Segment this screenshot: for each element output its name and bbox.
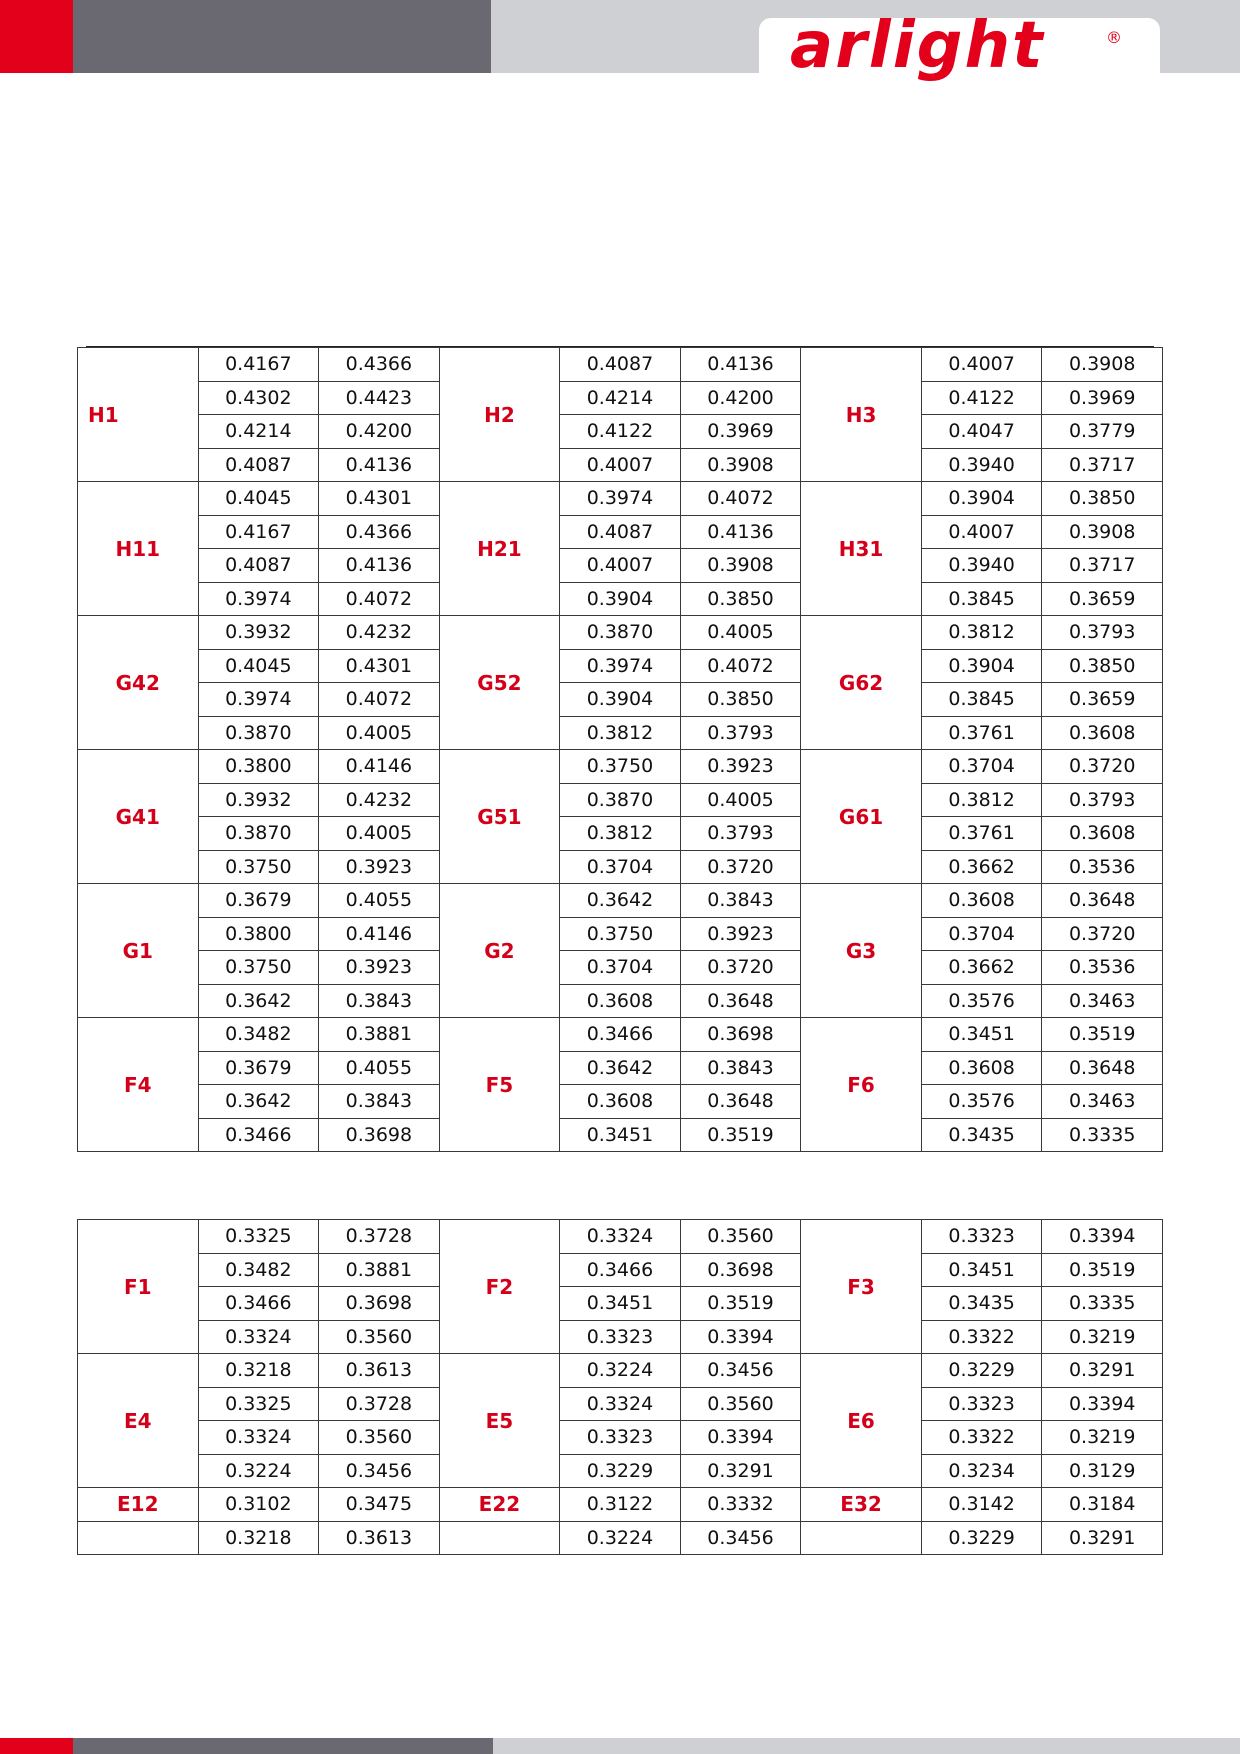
bin-label: G42 <box>78 616 199 750</box>
y-coordinate-cell: 0.3923 <box>680 750 801 784</box>
x-coordinate-cell: 0.4087 <box>198 448 319 482</box>
x-coordinate-cell: 0.3325 <box>198 1220 319 1254</box>
y-coordinate-cell: 0.3456 <box>680 1354 801 1388</box>
y-coordinate-cell: 0.3519 <box>680 1287 801 1321</box>
x-coordinate-cell: 0.3229 <box>921 1521 1042 1555</box>
y-coordinate-cell: 0.4146 <box>319 750 440 784</box>
y-coordinate-cell: 0.3219 <box>1042 1320 1163 1354</box>
x-coordinate-cell: 0.4167 <box>198 348 319 382</box>
x-coordinate-cell: 0.4007 <box>560 549 681 583</box>
bin-label: G62 <box>801 616 922 750</box>
y-coordinate-cell: 0.3219 <box>1042 1421 1163 1455</box>
x-coordinate-cell: 0.3932 <box>198 616 319 650</box>
x-coordinate-cell: 0.3642 <box>560 884 681 918</box>
y-coordinate-cell: 0.4055 <box>319 884 440 918</box>
y-coordinate-cell: 0.4301 <box>319 649 440 683</box>
y-coordinate-cell: 0.3519 <box>1042 1253 1163 1287</box>
x-coordinate-cell: 0.4214 <box>198 415 319 449</box>
x-coordinate-cell: 0.4087 <box>560 515 681 549</box>
x-coordinate-cell: 0.3224 <box>560 1521 681 1555</box>
y-coordinate-cell: 0.3720 <box>1042 750 1163 784</box>
bin-label: E32 <box>801 1488 922 1522</box>
y-coordinate-cell: 0.3843 <box>319 984 440 1018</box>
x-coordinate-cell: 0.3451 <box>921 1253 1042 1287</box>
table-row <box>78 1454 1163 1488</box>
y-coordinate-cell: 0.4136 <box>680 348 801 382</box>
y-coordinate-cell: 0.4005 <box>319 817 440 851</box>
x-coordinate-cell: 0.4007 <box>921 348 1042 382</box>
x-coordinate-cell: 0.3234 <box>921 1454 1042 1488</box>
x-coordinate-cell: 0.3870 <box>198 716 319 750</box>
bin-label: E4 <box>78 1354 199 1488</box>
x-coordinate-cell: 0.3218 <box>198 1521 319 1555</box>
x-coordinate-cell: 0.3642 <box>198 984 319 1018</box>
y-coordinate-cell: 0.3728 <box>319 1387 440 1421</box>
x-coordinate-cell: 0.3608 <box>921 1051 1042 1085</box>
x-coordinate-cell: 0.3974 <box>198 582 319 616</box>
y-coordinate-cell: 0.3608 <box>1042 817 1163 851</box>
y-coordinate-cell: 0.3184 <box>1042 1488 1163 1522</box>
y-coordinate-cell: 0.3475 <box>319 1488 440 1522</box>
bin-label: G3 <box>801 884 922 1018</box>
x-coordinate-cell: 0.3323 <box>921 1387 1042 1421</box>
bin-label <box>78 1521 199 1555</box>
x-coordinate-cell: 0.3324 <box>560 1387 681 1421</box>
x-coordinate-cell: 0.3323 <box>560 1421 681 1455</box>
table-row <box>78 1085 1163 1119</box>
bin-label: G61 <box>801 750 922 884</box>
y-coordinate-cell: 0.3843 <box>319 1085 440 1119</box>
x-coordinate-cell: 0.3608 <box>560 1085 681 1119</box>
bin-table-1 <box>77 347 1163 1152</box>
footer-red-bar <box>0 1738 73 1754</box>
y-coordinate-cell: 0.4301 <box>319 482 440 516</box>
x-coordinate-cell: 0.3482 <box>198 1018 319 1052</box>
x-coordinate-cell: 0.4007 <box>560 448 681 482</box>
y-coordinate-cell: 0.3850 <box>1042 482 1163 516</box>
y-coordinate-cell: 0.3648 <box>1042 1051 1163 1085</box>
y-coordinate-cell: 0.3291 <box>680 1454 801 1488</box>
x-coordinate-cell: 0.3704 <box>560 951 681 985</box>
table-row <box>78 415 1163 449</box>
x-coordinate-cell: 0.3812 <box>560 716 681 750</box>
x-coordinate-cell: 0.4045 <box>198 482 319 516</box>
x-coordinate-cell: 0.3323 <box>560 1320 681 1354</box>
header-red-bar <box>0 0 73 73</box>
bin-label: F5 <box>439 1018 560 1152</box>
x-coordinate-cell: 0.3325 <box>198 1387 319 1421</box>
bin-label: F1 <box>78 1220 199 1354</box>
x-coordinate-cell: 0.3870 <box>198 817 319 851</box>
y-coordinate-cell: 0.4136 <box>319 448 440 482</box>
bin-label: H3 <box>801 348 922 482</box>
y-coordinate-cell: 0.4055 <box>319 1051 440 1085</box>
y-coordinate-cell: 0.3560 <box>680 1220 801 1254</box>
bin-label: F4 <box>78 1018 199 1152</box>
x-coordinate-cell: 0.3324 <box>198 1421 319 1455</box>
table-row <box>78 850 1163 884</box>
x-coordinate-cell: 0.4302 <box>198 381 319 415</box>
bin-label: E12 <box>78 1488 199 1522</box>
x-coordinate-cell: 0.4045 <box>198 649 319 683</box>
bin-label: H21 <box>439 482 560 616</box>
y-coordinate-cell: 0.3608 <box>1042 716 1163 750</box>
x-coordinate-cell: 0.3704 <box>921 750 1042 784</box>
y-coordinate-cell: 0.3850 <box>680 683 801 717</box>
y-coordinate-cell: 0.3463 <box>1042 1085 1163 1119</box>
table-row <box>78 884 1163 918</box>
table-row <box>78 716 1163 750</box>
y-coordinate-cell: 0.3613 <box>319 1354 440 1388</box>
y-coordinate-cell: 0.4200 <box>680 381 801 415</box>
table-row <box>78 750 1163 784</box>
x-coordinate-cell: 0.4047 <box>921 415 1042 449</box>
y-coordinate-cell: 0.3779 <box>1042 415 1163 449</box>
x-coordinate-cell: 0.3466 <box>198 1118 319 1152</box>
y-coordinate-cell: 0.3881 <box>319 1253 440 1287</box>
x-coordinate-cell: 0.4122 <box>921 381 1042 415</box>
y-coordinate-cell: 0.3560 <box>680 1387 801 1421</box>
x-coordinate-cell: 0.4122 <box>560 415 681 449</box>
x-coordinate-cell: 0.3974 <box>560 649 681 683</box>
x-coordinate-cell: 0.3679 <box>198 884 319 918</box>
table-row <box>78 917 1163 951</box>
bin-label: E6 <box>801 1354 922 1488</box>
y-coordinate-cell: 0.3698 <box>680 1018 801 1052</box>
table-row <box>78 381 1163 415</box>
x-coordinate-cell: 0.3974 <box>198 683 319 717</box>
table-row <box>78 1387 1163 1421</box>
x-coordinate-cell: 0.3750 <box>560 917 681 951</box>
y-coordinate-cell: 0.3793 <box>680 817 801 851</box>
table-row <box>78 582 1163 616</box>
x-coordinate-cell: 0.3904 <box>921 649 1042 683</box>
y-coordinate-cell: 0.4136 <box>319 549 440 583</box>
bin-label: H11 <box>78 482 199 616</box>
x-coordinate-cell: 0.3812 <box>921 783 1042 817</box>
x-coordinate-cell: 0.3435 <box>921 1287 1042 1321</box>
y-coordinate-cell: 0.3923 <box>319 850 440 884</box>
bin-label: G1 <box>78 884 199 1018</box>
x-coordinate-cell: 0.3904 <box>921 482 1042 516</box>
bin-label: H1 <box>78 348 199 482</box>
y-coordinate-cell: 0.3843 <box>680 884 801 918</box>
x-coordinate-cell: 0.3904 <box>560 683 681 717</box>
y-coordinate-cell: 0.3394 <box>1042 1220 1163 1254</box>
table-row <box>78 817 1163 851</box>
x-coordinate-cell: 0.4007 <box>921 515 1042 549</box>
y-coordinate-cell: 0.3908 <box>680 549 801 583</box>
y-coordinate-cell: 0.3908 <box>680 448 801 482</box>
y-coordinate-cell: 0.3659 <box>1042 582 1163 616</box>
y-coordinate-cell: 0.4423 <box>319 381 440 415</box>
x-coordinate-cell: 0.3704 <box>921 917 1042 951</box>
y-coordinate-cell: 0.3923 <box>319 951 440 985</box>
bin-label: G2 <box>439 884 560 1018</box>
y-coordinate-cell: 0.4136 <box>680 515 801 549</box>
bin-label: F2 <box>439 1220 560 1354</box>
x-coordinate-cell: 0.3608 <box>560 984 681 1018</box>
y-coordinate-cell: 0.3659 <box>1042 683 1163 717</box>
table-row <box>78 482 1163 516</box>
x-coordinate-cell: 0.3466 <box>198 1287 319 1321</box>
y-coordinate-cell: 0.3613 <box>319 1521 440 1555</box>
y-coordinate-cell: 0.3923 <box>680 917 801 951</box>
y-coordinate-cell: 0.3717 <box>1042 448 1163 482</box>
table-row <box>78 1354 1163 1388</box>
y-coordinate-cell: 0.4232 <box>319 783 440 817</box>
x-coordinate-cell: 0.3229 <box>921 1354 1042 1388</box>
table-row <box>78 1253 1163 1287</box>
bin-label: F6 <box>801 1018 922 1152</box>
y-coordinate-cell: 0.3908 <box>1042 515 1163 549</box>
x-coordinate-cell: 0.3750 <box>198 850 319 884</box>
y-coordinate-cell: 0.3850 <box>1042 649 1163 683</box>
footer-dark-bar <box>73 1738 493 1754</box>
bin-label: E5 <box>439 1354 560 1488</box>
y-coordinate-cell: 0.3881 <box>319 1018 440 1052</box>
x-coordinate-cell: 0.3451 <box>921 1018 1042 1052</box>
table-row <box>78 348 1163 382</box>
y-coordinate-cell: 0.3335 <box>1042 1287 1163 1321</box>
x-coordinate-cell: 0.3761 <box>921 817 1042 851</box>
table-row <box>78 1320 1163 1354</box>
table-row <box>78 951 1163 985</box>
table-row <box>78 1421 1163 1455</box>
x-coordinate-cell: 0.3122 <box>560 1488 681 1522</box>
bin-table-2 <box>77 1219 1163 1555</box>
x-coordinate-cell: 0.3608 <box>921 884 1042 918</box>
bin-label: H31 <box>801 482 922 616</box>
y-coordinate-cell: 0.3560 <box>319 1320 440 1354</box>
x-coordinate-cell: 0.3642 <box>198 1085 319 1119</box>
x-coordinate-cell: 0.4167 <box>198 515 319 549</box>
x-coordinate-cell: 0.3218 <box>198 1354 319 1388</box>
table-row <box>78 683 1163 717</box>
x-coordinate-cell: 0.3576 <box>921 1085 1042 1119</box>
y-coordinate-cell: 0.3335 <box>1042 1118 1163 1152</box>
y-coordinate-cell: 0.3456 <box>319 1454 440 1488</box>
y-coordinate-cell: 0.3463 <box>1042 984 1163 1018</box>
x-coordinate-cell: 0.3904 <box>560 582 681 616</box>
x-coordinate-cell: 0.4214 <box>560 381 681 415</box>
header-dark-bar <box>73 0 491 73</box>
x-coordinate-cell: 0.3932 <box>198 783 319 817</box>
bin-label: F3 <box>801 1220 922 1354</box>
x-coordinate-cell: 0.4087 <box>198 549 319 583</box>
x-coordinate-cell: 0.3451 <box>560 1118 681 1152</box>
x-coordinate-cell: 0.3324 <box>560 1220 681 1254</box>
x-coordinate-cell: 0.3229 <box>560 1454 681 1488</box>
y-coordinate-cell: 0.4366 <box>319 515 440 549</box>
y-coordinate-cell: 0.3648 <box>1042 884 1163 918</box>
y-coordinate-cell: 0.3717 <box>1042 549 1163 583</box>
x-coordinate-cell: 0.3482 <box>198 1253 319 1287</box>
x-coordinate-cell: 0.3322 <box>921 1421 1042 1455</box>
bin-label: H2 <box>439 348 560 482</box>
x-coordinate-cell: 0.3142 <box>921 1488 1042 1522</box>
x-coordinate-cell: 0.3466 <box>560 1018 681 1052</box>
x-coordinate-cell: 0.3812 <box>921 616 1042 650</box>
y-coordinate-cell: 0.3394 <box>1042 1387 1163 1421</box>
x-coordinate-cell: 0.3750 <box>198 951 319 985</box>
y-coordinate-cell: 0.4072 <box>680 482 801 516</box>
y-coordinate-cell: 0.3332 <box>680 1488 801 1522</box>
y-coordinate-cell: 0.3519 <box>680 1118 801 1152</box>
table-row <box>78 783 1163 817</box>
y-coordinate-cell: 0.4072 <box>319 683 440 717</box>
y-coordinate-cell: 0.3793 <box>680 716 801 750</box>
y-coordinate-cell: 0.3908 <box>1042 348 1163 382</box>
x-coordinate-cell: 0.3761 <box>921 716 1042 750</box>
y-coordinate-cell: 0.3519 <box>1042 1018 1163 1052</box>
x-coordinate-cell: 0.3750 <box>560 750 681 784</box>
table-row <box>78 448 1163 482</box>
x-coordinate-cell: 0.3870 <box>560 616 681 650</box>
y-coordinate-cell: 0.4200 <box>319 415 440 449</box>
y-coordinate-cell: 0.3291 <box>1042 1521 1163 1555</box>
y-coordinate-cell: 0.3456 <box>680 1521 801 1555</box>
y-coordinate-cell: 0.4072 <box>319 582 440 616</box>
x-coordinate-cell: 0.3322 <box>921 1320 1042 1354</box>
x-coordinate-cell: 0.3800 <box>198 917 319 951</box>
x-coordinate-cell: 0.3800 <box>198 750 319 784</box>
y-coordinate-cell: 0.3698 <box>319 1287 440 1321</box>
x-coordinate-cell: 0.3224 <box>560 1354 681 1388</box>
y-coordinate-cell: 0.4366 <box>319 348 440 382</box>
y-coordinate-cell: 0.3720 <box>1042 917 1163 951</box>
table-row <box>78 1118 1163 1152</box>
y-coordinate-cell: 0.4146 <box>319 917 440 951</box>
table-row <box>78 1521 1163 1555</box>
x-coordinate-cell: 0.3704 <box>560 850 681 884</box>
y-coordinate-cell: 0.3720 <box>680 850 801 884</box>
y-coordinate-cell: 0.3648 <box>680 984 801 1018</box>
y-coordinate-cell: 0.3536 <box>1042 951 1163 985</box>
x-coordinate-cell: 0.3324 <box>198 1320 319 1354</box>
bin-label <box>801 1521 922 1555</box>
x-coordinate-cell: 0.3642 <box>560 1051 681 1085</box>
bin-label <box>439 1521 560 1555</box>
y-coordinate-cell: 0.3394 <box>680 1320 801 1354</box>
y-coordinate-cell: 0.3969 <box>680 415 801 449</box>
x-coordinate-cell: 0.3451 <box>560 1287 681 1321</box>
x-coordinate-cell: 0.3940 <box>921 448 1042 482</box>
table-row <box>78 649 1163 683</box>
y-coordinate-cell: 0.3793 <box>1042 783 1163 817</box>
y-coordinate-cell: 0.3560 <box>319 1421 440 1455</box>
x-coordinate-cell: 0.3435 <box>921 1118 1042 1152</box>
x-coordinate-cell: 0.3662 <box>921 951 1042 985</box>
y-coordinate-cell: 0.4232 <box>319 616 440 650</box>
bin-label: E22 <box>439 1488 560 1522</box>
y-coordinate-cell: 0.4005 <box>680 616 801 650</box>
x-coordinate-cell: 0.3940 <box>921 549 1042 583</box>
y-coordinate-cell: 0.3728 <box>319 1220 440 1254</box>
x-coordinate-cell: 0.3845 <box>921 683 1042 717</box>
y-coordinate-cell: 0.3793 <box>1042 616 1163 650</box>
x-coordinate-cell: 0.3974 <box>560 482 681 516</box>
y-coordinate-cell: 0.3850 <box>680 582 801 616</box>
table-row <box>78 616 1163 650</box>
y-coordinate-cell: 0.3843 <box>680 1051 801 1085</box>
y-coordinate-cell: 0.4005 <box>680 783 801 817</box>
y-coordinate-cell: 0.3291 <box>1042 1354 1163 1388</box>
x-coordinate-cell: 0.3679 <box>198 1051 319 1085</box>
y-coordinate-cell: 0.3698 <box>680 1253 801 1287</box>
y-coordinate-cell: 0.3394 <box>680 1421 801 1455</box>
registered-mark: ® <box>1106 28 1122 47</box>
bin-label: G41 <box>78 750 199 884</box>
x-coordinate-cell: 0.3845 <box>921 582 1042 616</box>
table-row <box>78 984 1163 1018</box>
table-row <box>78 1287 1163 1321</box>
x-coordinate-cell: 0.3466 <box>560 1253 681 1287</box>
x-coordinate-cell: 0.3870 <box>560 783 681 817</box>
y-coordinate-cell: 0.3536 <box>1042 850 1163 884</box>
table-row <box>78 1220 1163 1254</box>
brand-logo: arlight <box>790 9 1045 83</box>
y-coordinate-cell: 0.3698 <box>319 1118 440 1152</box>
bin-label: G51 <box>439 750 560 884</box>
y-coordinate-cell: 0.3129 <box>1042 1454 1163 1488</box>
x-coordinate-cell: 0.3323 <box>921 1220 1042 1254</box>
y-coordinate-cell: 0.3648 <box>680 1085 801 1119</box>
table-row <box>78 515 1163 549</box>
x-coordinate-cell: 0.3102 <box>198 1488 319 1522</box>
x-coordinate-cell: 0.3224 <box>198 1454 319 1488</box>
table-row <box>78 1018 1163 1052</box>
x-coordinate-cell: 0.3576 <box>921 984 1042 1018</box>
table-row <box>78 549 1163 583</box>
table-row <box>78 1051 1163 1085</box>
table-row <box>78 1488 1163 1522</box>
x-coordinate-cell: 0.3812 <box>560 817 681 851</box>
bin-label: G52 <box>439 616 560 750</box>
x-coordinate-cell: 0.3662 <box>921 850 1042 884</box>
y-coordinate-cell: 0.4005 <box>319 716 440 750</box>
footer-light-bar <box>493 1738 1240 1754</box>
x-coordinate-cell: 0.4087 <box>560 348 681 382</box>
y-coordinate-cell: 0.3720 <box>680 951 801 985</box>
y-coordinate-cell: 0.4072 <box>680 649 801 683</box>
y-coordinate-cell: 0.3969 <box>1042 381 1163 415</box>
